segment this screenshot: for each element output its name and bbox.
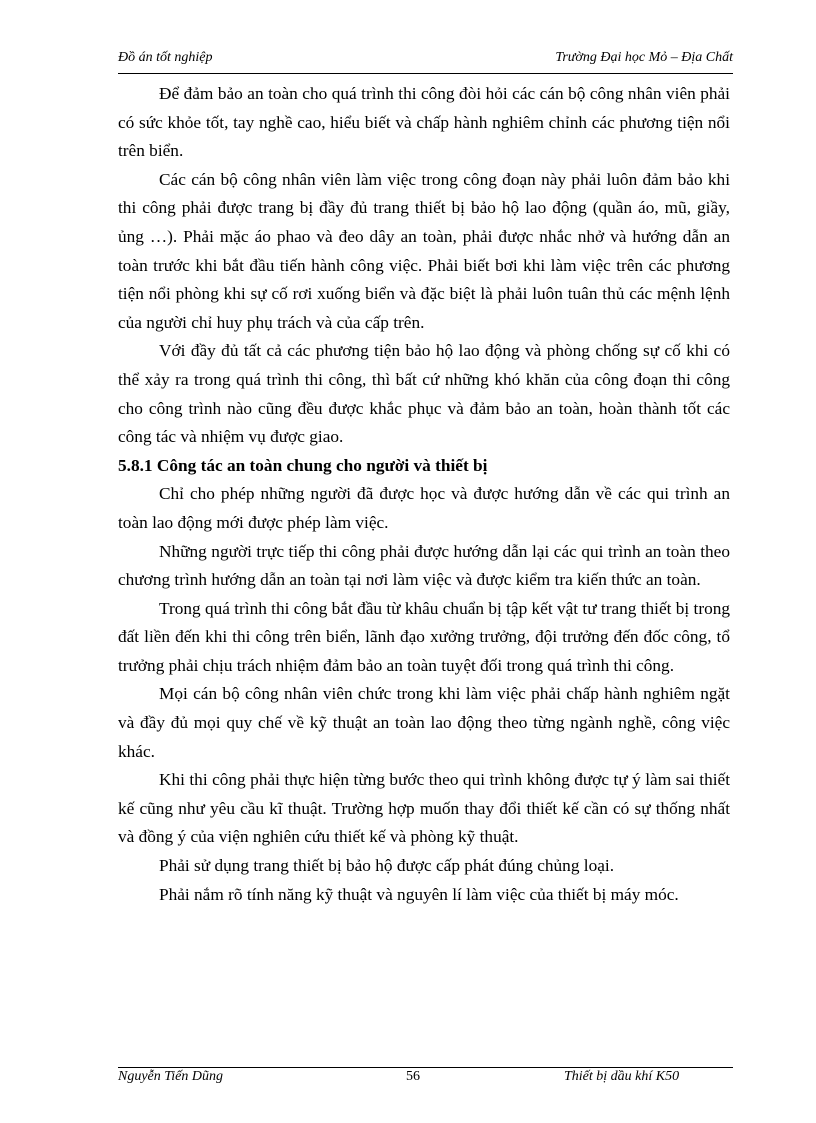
header-right-text: Trường Đại học Mỏ – Địa Chất — [555, 50, 733, 65]
paragraph-7: Mọi cán bộ công nhân viên chức trong khi làm việc phải chấp hành nghiêm ngặt và đầy đủ mọi quy chế về kỹ thuật an toàn lao động theo từng ngành nghề, công việc khác. — [118, 684, 730, 761]
paragraph-9: Phải sử dụng trang thiết bị bảo hộ được cấp phát đúng chủng loại. — [159, 856, 615, 876]
footer-divider — [118, 1067, 733, 1068]
footer-author: Nguyễn Tiến Dũng — [118, 1069, 223, 1084]
document-body — [118, 80, 730, 909]
paragraph-10: Phải nắm rõ tính năng kỹ thuật và nguyên lí làm việc của thiết bị máy móc. — [159, 884, 679, 904]
header-divider — [118, 73, 733, 74]
page-footer — [118, 1069, 733, 1091]
paragraph-6: Trong quá trình thi công bắt đầu từ khâu chuẩn bị tập kết vật tư trang thiết bị trong đất liền đến khi thi công trên biển, lãnh đạo xưởng trưởng, đội trưởng đến đốc công, tổ trưởng phải chịu trách nhiệm đảm bảo an toàn tuyệt đối trong quá trình thi công. — [118, 598, 730, 675]
footer-course: Thiết bị dầu khí K50 — [564, 1069, 680, 1084]
header-left-text: Đồ án tốt nghiệp — [118, 50, 213, 65]
paragraph-5: Những người trực tiếp thi công phải được hướng dẫn lại các qui trình an toàn theo chương trình hướng dẫn an toàn tại nơi làm việc và được kiểm tra kiến thức an toàn. — [118, 541, 730, 590]
paragraph-1: Để đảm bảo an toàn cho quá trình thi công đòi hỏi các cán bộ công nhân viên phải có sức khỏe tốt, tay nghề cao, hiểu biết và chấp hành nghiêm chỉnh các phương tiện nổi trên biển. — [118, 84, 730, 161]
paragraph-4: Chỉ cho phép những người đã được học và được hướng dẫn về các qui trình an toàn lao động mới được phép làm việc. — [118, 484, 730, 532]
section-heading: 5.8.1 Công tác an toàn chung cho người và thiết bị — [118, 455, 488, 475]
paragraph-3: Với đầy đủ tất cả các phương tiện bảo hộ lao động và phòng chống sự cố khi có thể xảy ra trong quá trình thi công, thì bất cứ những khó khăn của công đoạn thi công cho công trình nào cũng đều được khắc phục và đảm bảo an toàn, hoàn thành tốt các công tác và nhiệm vụ được giao. — [118, 341, 730, 447]
paragraph-2: Các cán bộ công nhân viên làm việc trong công đoạn này phải luôn đảm bảo khi thi công phải được trang bị đầy đủ trang thiết bị bảo hộ lao động (quần áo, mũ, giầy, ủng …). Phải mặc áo phao và đeo dây an toàn, phải được nhắc nhở và hướng dẫn an toàn trước khi bắt đầu tiến hành công việc. Phải biết bơi khi làm việc trên các phương tiện nổi phòng khi sự cố rơi xuống biển và đặc biệt là phải luôn tuân thủ các mệnh lệnh của người chỉ huy phụ trách và của cấp trên. — [118, 169, 730, 332]
page-header — [118, 50, 733, 72]
page-number: 56 — [406, 1069, 420, 1084]
paragraph-8: Khi thi công phải thực hiện từng bước theo qui trình không được tự ý làm sai thiết kế cũng như yêu cầu kĩ thuật. Trường hợp muốn thay đổi thiết kế cần có sự thống nhất và đồng ý của viện nghiên cứu thiết kế và phòng kỹ thuật. — [118, 770, 730, 847]
